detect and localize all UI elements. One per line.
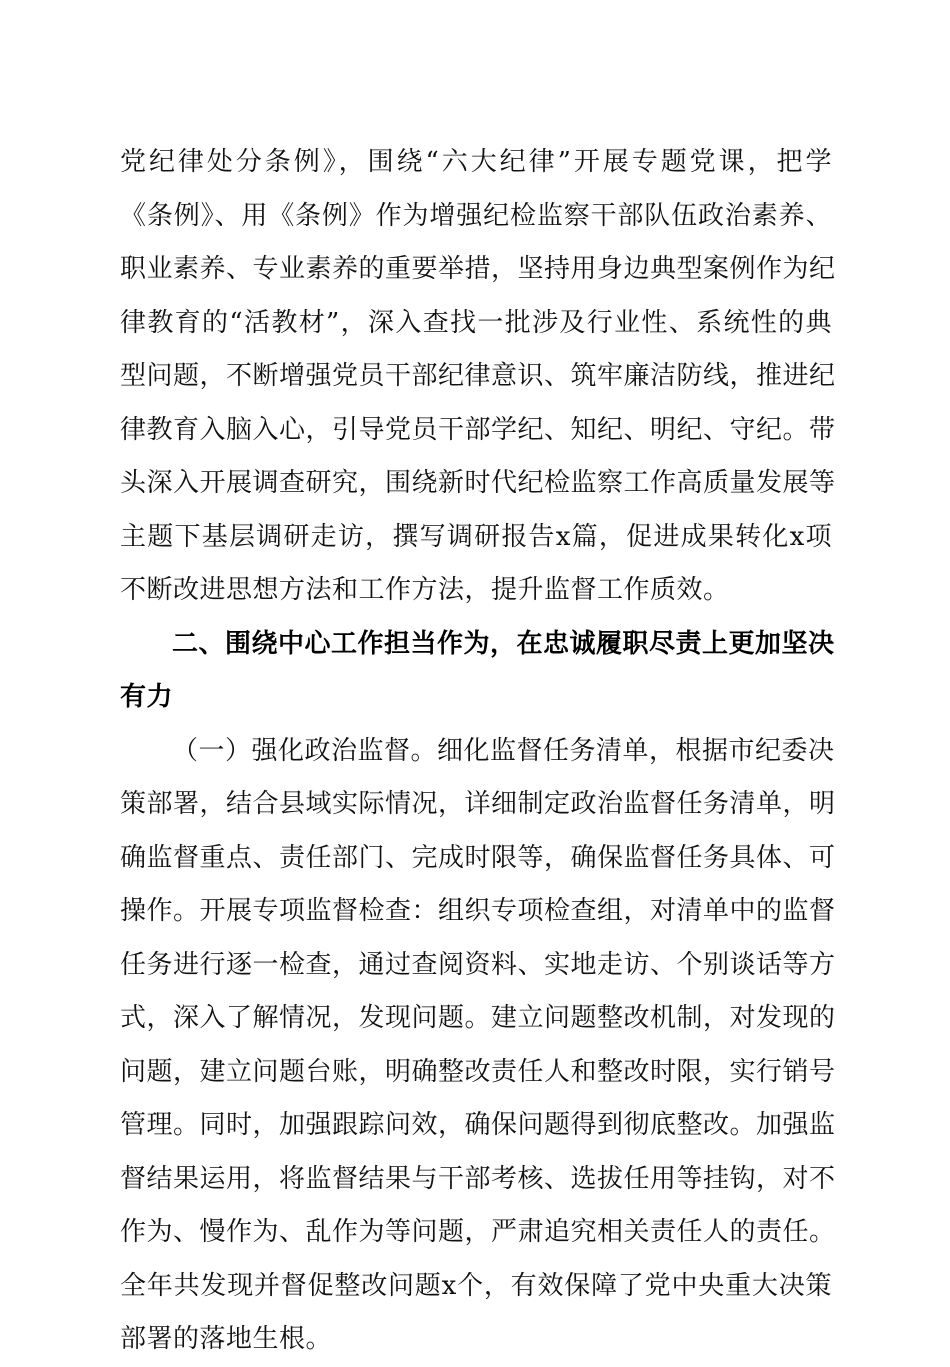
heading-line: 二、围绕中心工作担当作为，在忠诚履职尽责上更加坚决 — [172, 628, 835, 659]
text-line: 不断改进思想方法和工作方法，提升监督工作质效。 — [120, 575, 730, 605]
document-body — [120, 136, 836, 1367]
text-line: 管理。同时，加强跟踪问效，确保问题得到彻底整改。加强监 — [120, 1110, 836, 1140]
paragraph-discipline-education — [120, 136, 836, 618]
text-line: 《条例》、用《条例》作为增强纪检监察干部队伍政治素养、 — [120, 200, 832, 231]
section-heading — [120, 618, 835, 725]
text-line: 律教育的“活教材”，深入查找一批涉及行业性、系统性的典 — [120, 307, 832, 338]
heading-line: 有力 — [120, 682, 174, 712]
text-line: 部署的落地生根。 — [120, 1324, 333, 1354]
paragraph-political-supervision — [120, 725, 836, 1367]
text-line: 型问题，不断增强党员干部纪律意识、筑牢廉洁防线，推进纪 — [120, 361, 836, 391]
text-line: 策部署，结合县域实际情况，详细制定政治监督任务清单，明 — [120, 789, 836, 819]
text-line: 任务进行逐一检查，通过查阅资料、实地走访、个别谈话等方 — [120, 949, 836, 980]
text-line: 主题下基层调研走访，撰写调研报告x篇，促进成果转化x项 — [120, 521, 832, 552]
text-line: 头深入开展调查研究，围绕新时代纪检监察工作高质量发展等 — [120, 468, 836, 498]
text-line: 律教育入脑入心，引导党员干部学纪、知纪、明纪、守纪。带 — [120, 414, 836, 445]
text-line: 确监督重点、责任部门、完成时限等，确保监督任务具体、可 — [120, 842, 836, 873]
text-line: 职业素养、专业素养的重要举措，坚持用身边典型案例作为纪 — [120, 254, 836, 284]
text-line: 式，深入了解情况，发现问题。建立问题整改机制，对发现的 — [120, 1003, 836, 1033]
text-line: （一）强化政治监督。细化监督任务清单，根据市纪委决 — [172, 735, 835, 766]
text-line: 全年共发现并督促整改问题x个，有效保障了党中央重大决策 — [120, 1270, 832, 1301]
text-line: 督结果运用，将监督结果与干部考核、选拔任用等挂钩，对不 — [120, 1163, 836, 1194]
text-line: 作为、慢作为、乱作为等问题，严肃追究相关责任人的责任。 — [120, 1217, 836, 1247]
text-line: 操作。开展专项监督检查：组织专项检查组，对清单中的监督 — [120, 896, 836, 926]
text-line: 党纪律处分条例》，围绕“六大纪律”开展专题党课，把学 — [120, 147, 832, 177]
text-line: 问题，建立问题台账，明确整改责任人和整改时限，实行销号 — [120, 1056, 836, 1087]
